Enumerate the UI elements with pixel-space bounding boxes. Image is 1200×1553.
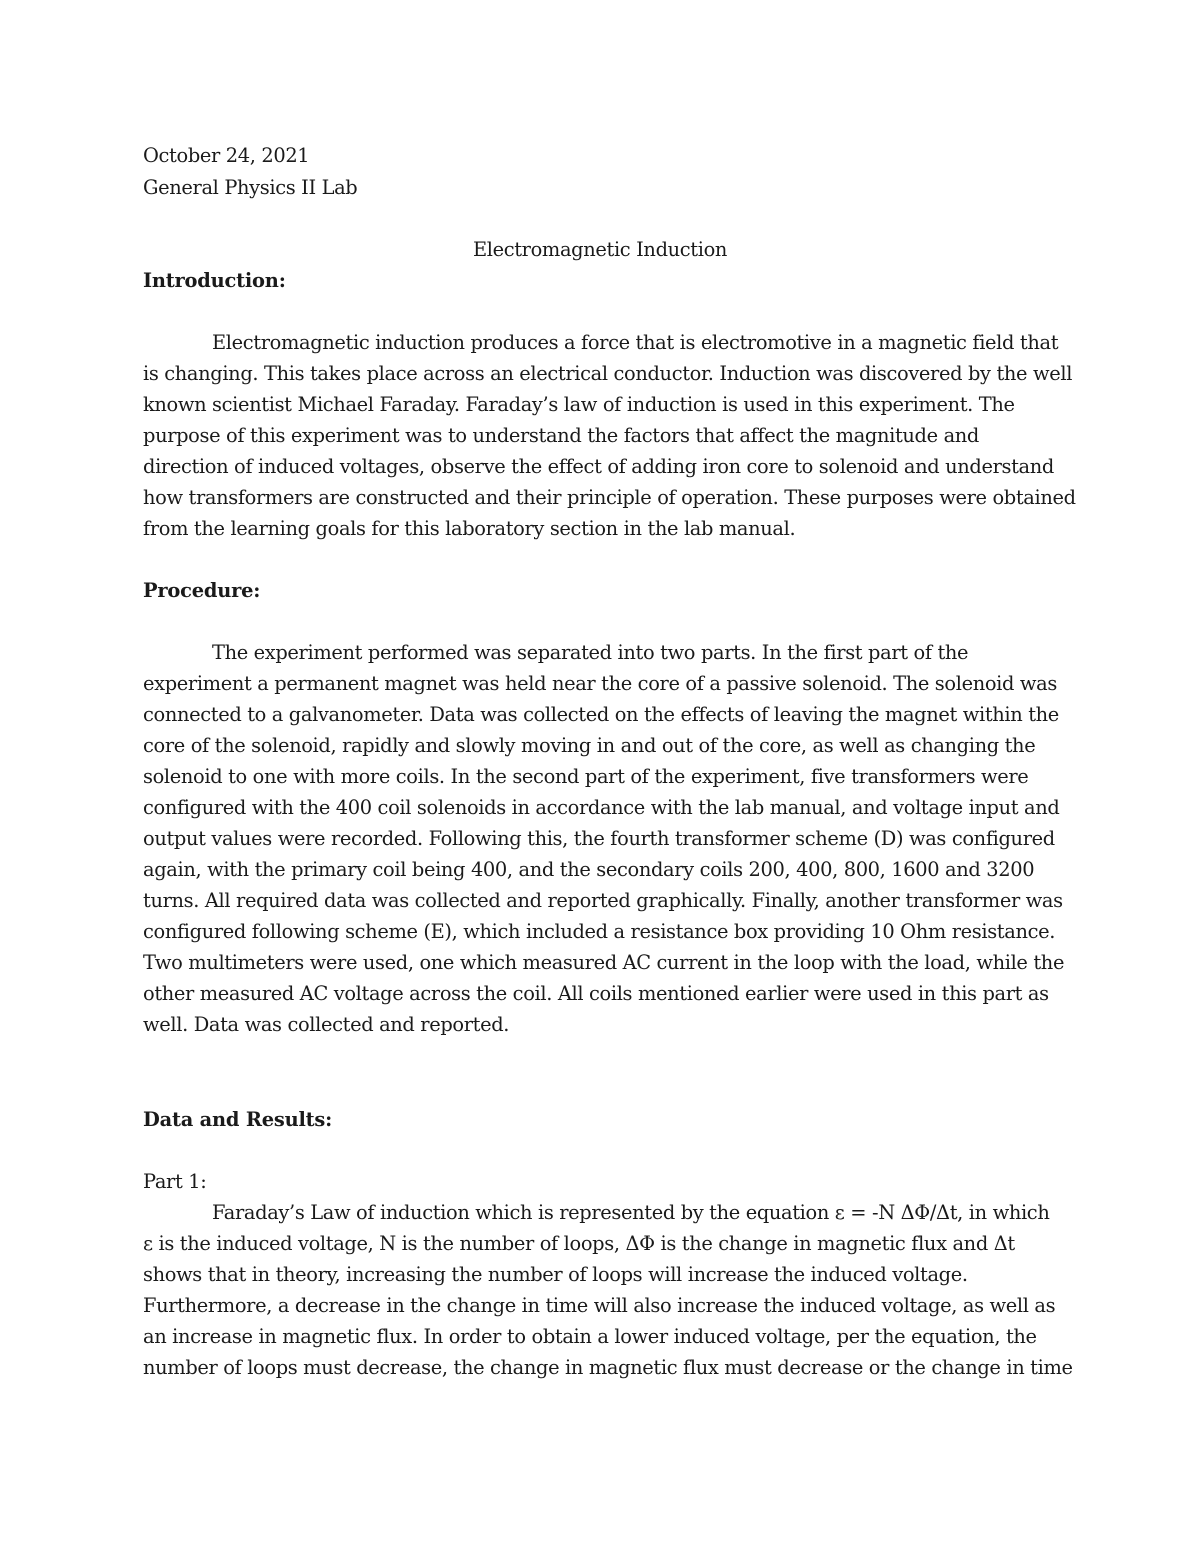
paragraph-line: connected to a galvanometer. Data was collected on the effects of leaving the magnet within the [143, 703, 1059, 726]
paragraph-line: output values were recorded. Following this, the fourth transformer scheme (D) was configured [143, 827, 1055, 850]
paragraph-line: The experiment performed was separated into two parts. In the first part of the [212, 641, 969, 664]
paragraph-line: configured following scheme (E), which included a resistance box providing 10 Ohm resistance. [143, 920, 1056, 943]
paragraph-line: well. Data was collected and reported. [143, 1013, 510, 1036]
paragraph-line: number of loops must decrease, the change in magnetic flux must decrease or the change in time [143, 1356, 1073, 1379]
paragraph-line: configured with the 400 coil solenoids in accordance with the lab manual, and voltage input and [143, 796, 1060, 819]
paragraph-line: core of the solenoid, rapidly and slowly moving in and out of the core, as well as changing the [143, 734, 1036, 757]
paragraph-line: known scientist Michael Faraday. Faraday’s law of induction is used in this experiment. The [143, 393, 1015, 416]
part-label: Part 1: [143, 1170, 207, 1193]
paragraph-line: other measured AC voltage across the coil. All coils mentioned earlier were used in this part as [143, 982, 1049, 1005]
section-heading-introduction: Introduction: [143, 269, 286, 292]
paragraph-line: Furthermore, a decrease in the change in time will also increase the induced voltage, as well as [143, 1294, 1056, 1317]
section-heading-procedure: Procedure: [143, 579, 261, 602]
paragraph-line: experiment a permanent magnet was held near the core of a passive solenoid. The solenoid was [143, 672, 1057, 695]
paragraph-line: is changing. This takes place across an electrical conductor. Induction was discovered by the well [143, 362, 1073, 385]
paragraph-line: again, with the primary coil being 400, and the secondary coils 200, 400, 800, 1600 and 3200 [143, 858, 1035, 881]
paragraph-line: turns. All required data was collected and reported graphically. Finally, another transformer was [143, 889, 1063, 912]
paragraph-line: an increase in magnetic flux. In order to obtain a lower induced voltage, per the equation, the [143, 1325, 1037, 1348]
document-title: Electromagnetic Induction [472, 238, 728, 261]
paragraph-line: from the learning goals for this laboratory section in the lab manual. [143, 517, 796, 540]
paragraph-line: ε is the induced voltage, N is the number of loops, ΔΦ is the change in magnetic flux and Δt [143, 1232, 1015, 1255]
paragraph-line: Electromagnetic induction produces a force that is electromotive in a magnetic field that [212, 331, 1059, 354]
paragraph-line: Faraday’s Law of induction which is represented by the equation ε = -N ΔΦ/Δt, in which [212, 1201, 1050, 1224]
paragraph-line: direction of induced voltages, observe the effect of adding iron core to solenoid and understand [143, 455, 1054, 478]
section-heading-data-and-results: Data and Results: [143, 1108, 333, 1131]
paragraph-line: purpose of this experiment was to understand the factors that affect the magnitude and [143, 424, 979, 447]
paragraph-line: Two multimeters were used, one which measured AC current in the loop with the load, while the [143, 951, 1065, 974]
paragraph-line: shows that in theory, increasing the number of loops will increase the induced voltage. [143, 1263, 968, 1286]
paragraph-line: how transformers are constructed and their principle of operation. These purposes were obtained [143, 486, 1076, 509]
paragraph-line: solenoid to one with more coils. In the second part of the experiment, five transformers were [143, 765, 1029, 788]
course-name: General Physics II Lab [143, 176, 358, 199]
document-date: October 24, 2021 [143, 144, 310, 167]
